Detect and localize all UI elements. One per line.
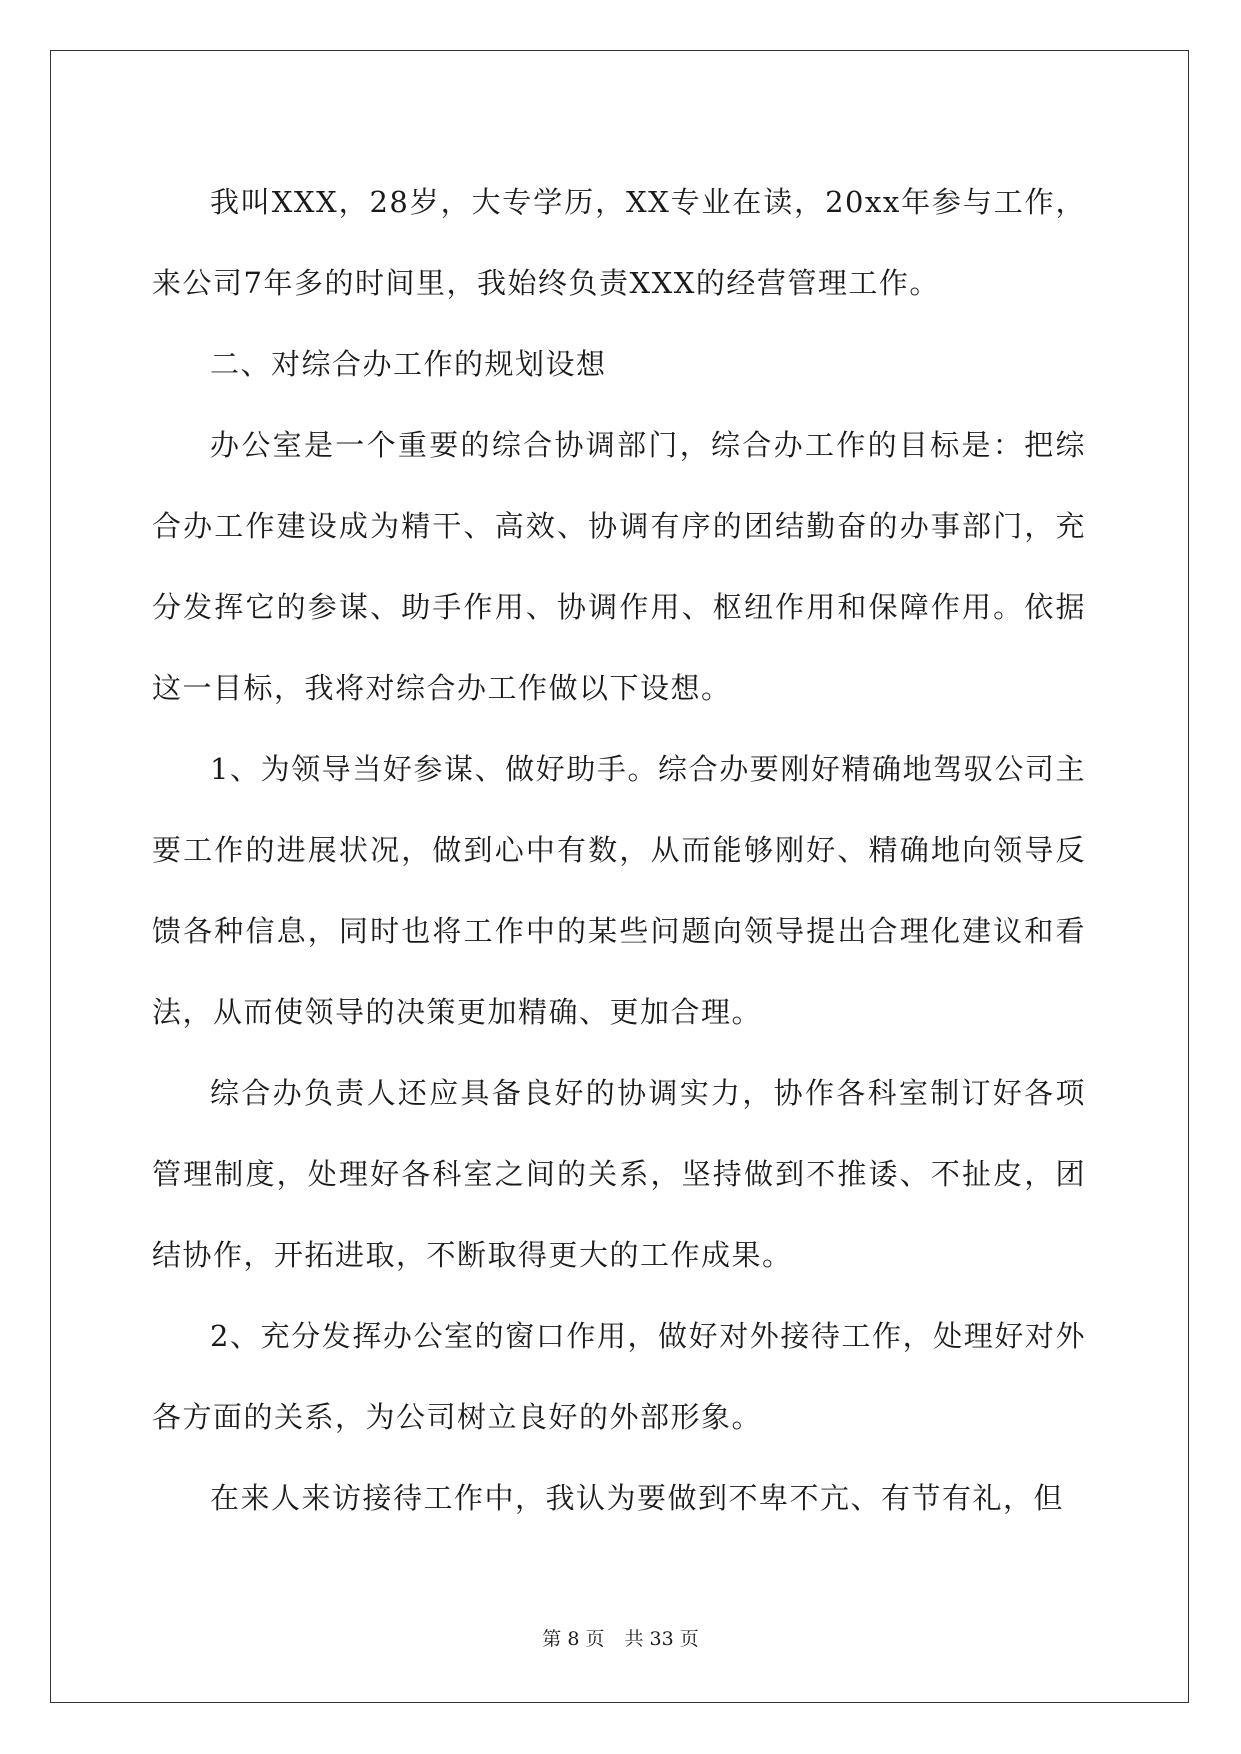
document-body — [152, 162, 1086, 1539]
page-footer — [0, 1624, 1241, 1651]
section-heading: 二、对综合办工作的规划设想 — [210, 347, 607, 381]
paragraph-office-goal: 办公室是一个重要的综合协调部门，综合办工作的目标是：把综合办工作建设成为精干、高效、协调有序的团结勤奋的办事部门，充分发挥它的参谋、助手作用、协调作用、枢纽作用和保障作用。依据这一目标，我将对综合办工作做以下设想。 — [152, 428, 1086, 705]
paragraph-point-2: 2、充分发挥办公室的窗口作用，做好对外接待工作，处理好对外各方面的关系，为公司树立良好的外部形象。 — [152, 1319, 1086, 1434]
paragraph-coordination: 综合办负责人还应具备良好的协调实力，协作各科室制订好各项管理制度，处理好各科室之间的关系，坚持做到不推诿、不扯皮，团结协作，开拓进取，不断取得更大的工作成果。 — [152, 1076, 1086, 1272]
paragraph-reception: 在来人来访接待工作中，我认为要做到不卑不亢、有节有礼，但 — [210, 1481, 1065, 1515]
page-total: 共 33 页 — [624, 1628, 699, 1650]
paragraph-intro: 我叫XXX，28岁，大专学历，XX专业在读，20xx年参与工作，来公司7年多的时间里，我始终负责XXX的经营管理工作。 — [152, 185, 1086, 300]
page-number: 第 8 页 — [542, 1628, 605, 1650]
paragraph-point-1: 1、为领导当好参谋、做好助手。综合办要刚好精确地驾驭公司主要工作的进展状况，做到心中有数，从而能够刚好、精确地向领导反馈各种信息，同时也将工作中的某些问题向领导提出合理化建议和看法，从而使领导的决策更加精确、更加合理。 — [152, 752, 1086, 1029]
